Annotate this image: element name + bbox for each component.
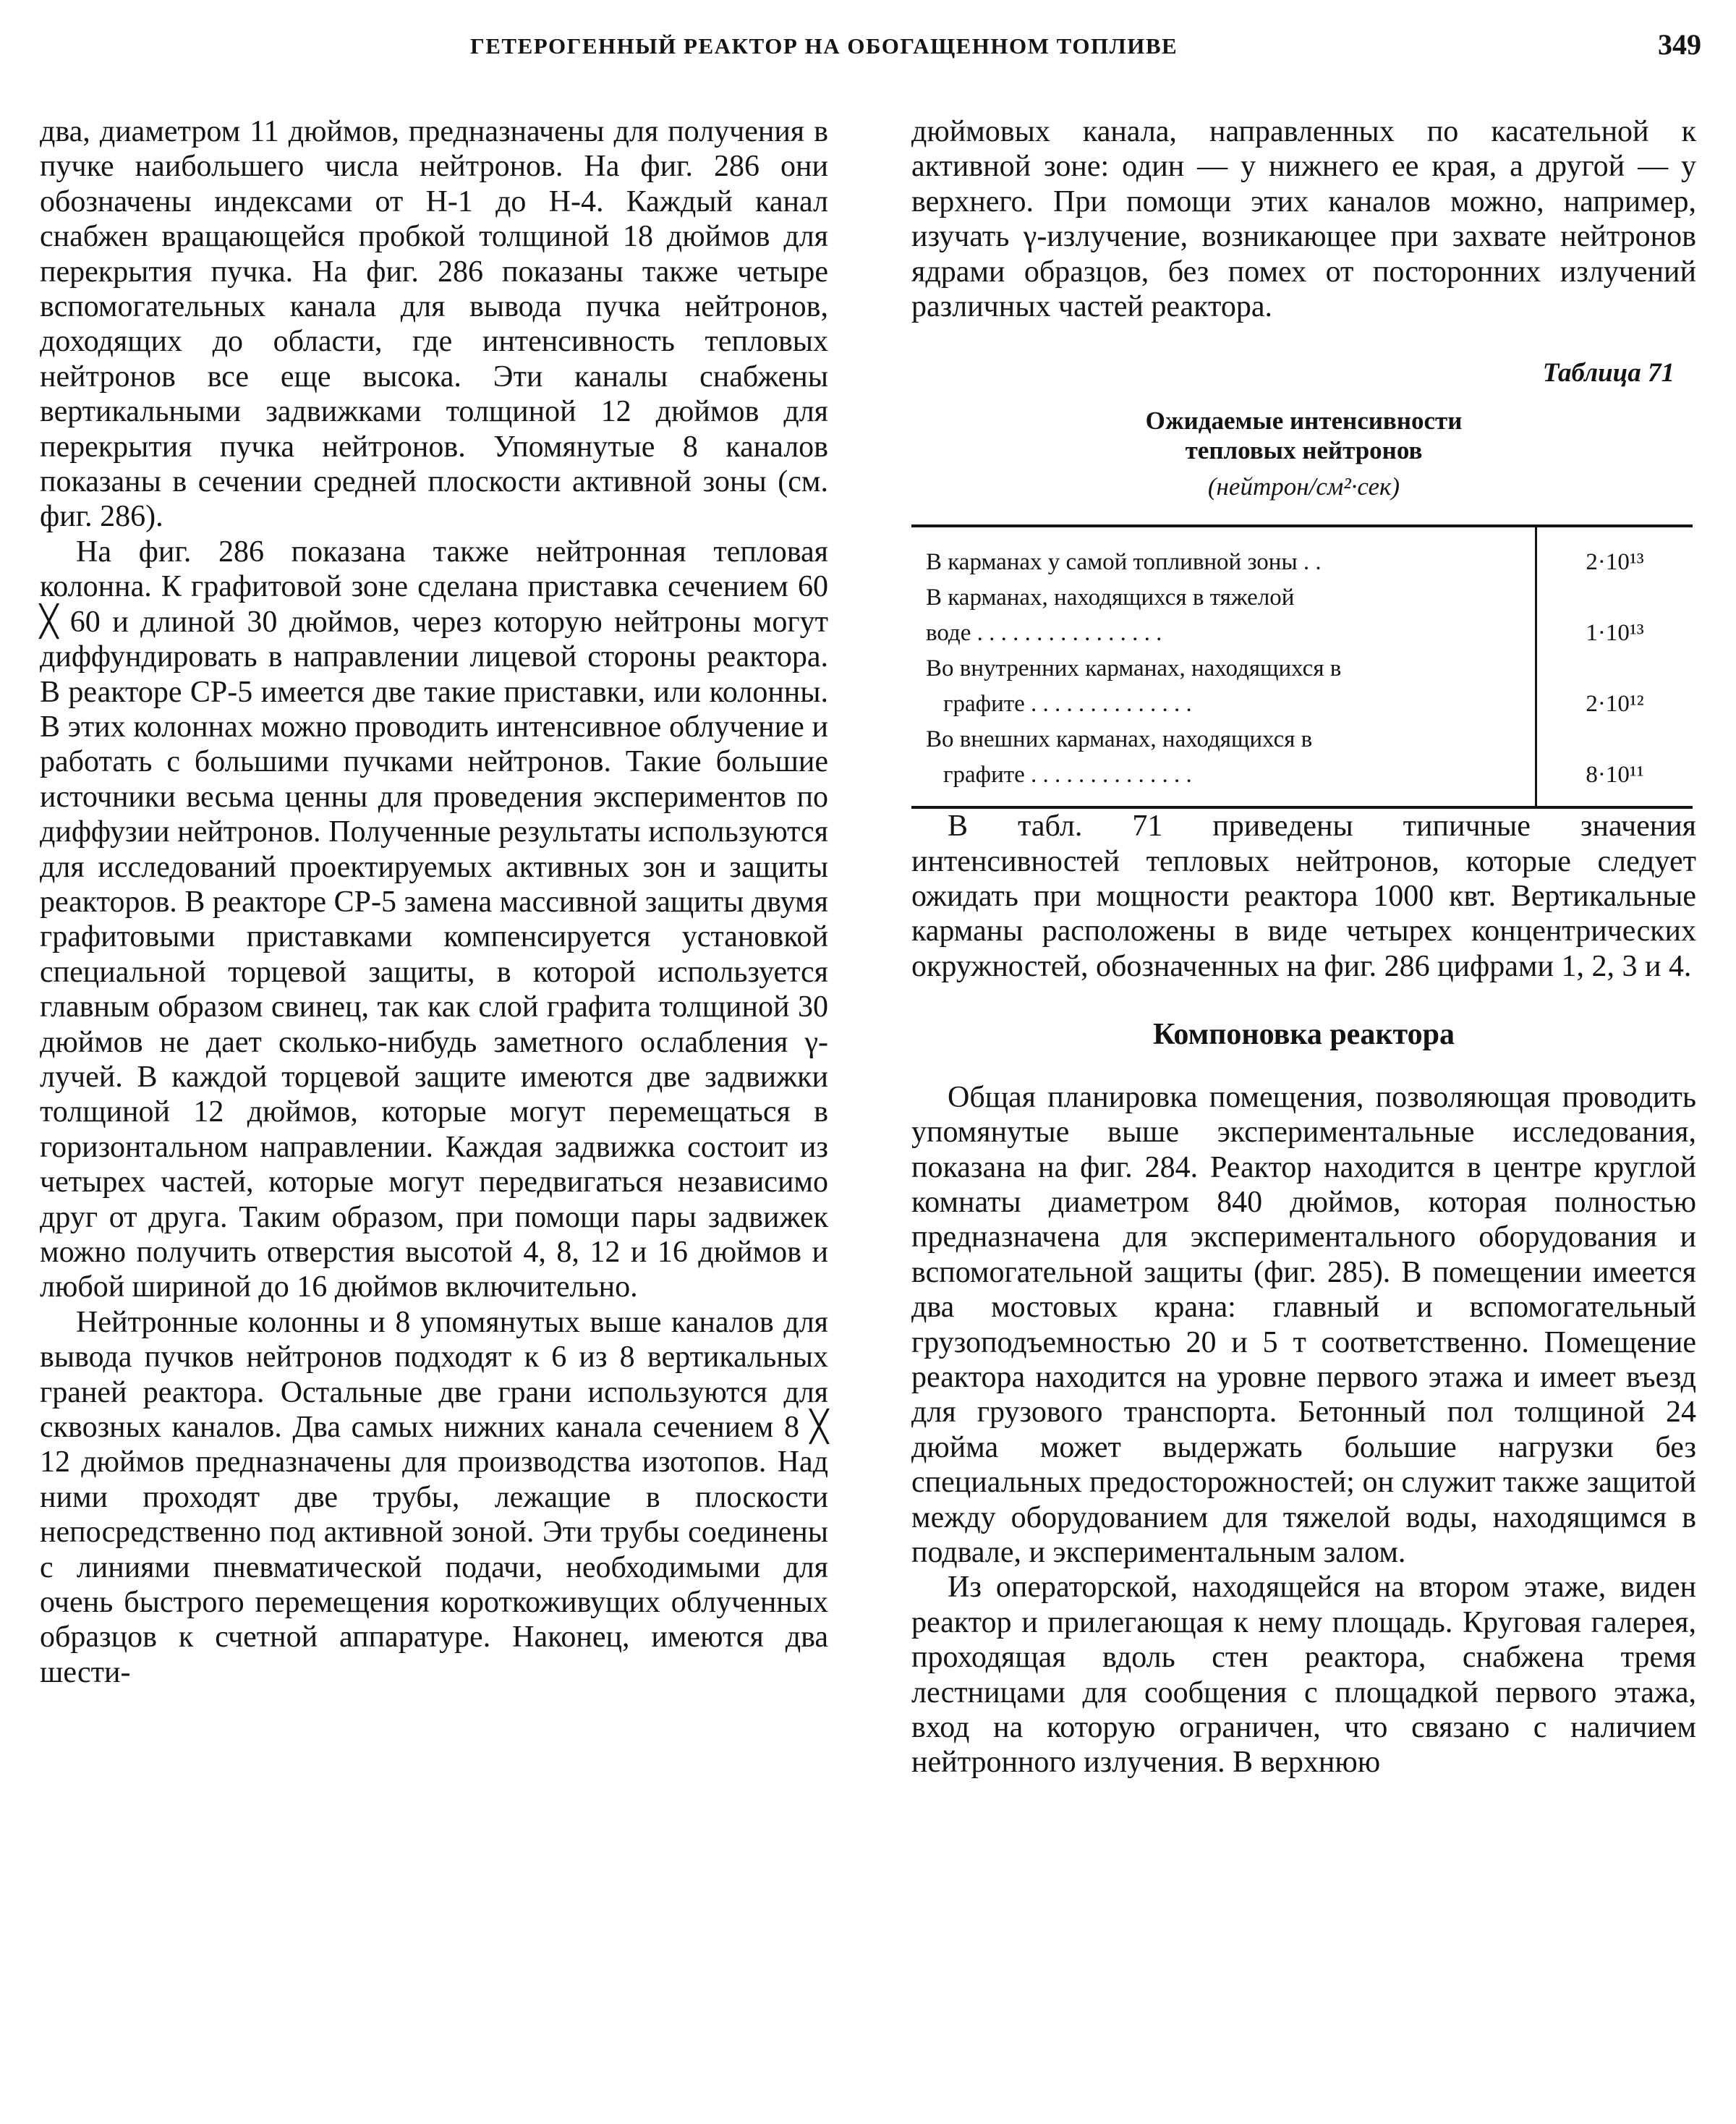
page-number: 349 xyxy=(1658,28,1701,61)
right-paragraph-1: дюймовых канала, направленных по касательной к активной зоне: один — у нижнего ее края, а другой — у верхнего. При помощи этих каналов можно, например, изучать γ-излучение, возникающее при захвате нейтронов ядрами образцов, без помех от посторонних излучений различных частей реактора. xyxy=(911,115,1696,324)
table-row-value: 2·10¹² xyxy=(1536,651,1693,722)
table-row xyxy=(911,580,1693,651)
table-row xyxy=(911,722,1693,807)
header-title: ГЕТЕРОГЕННЫЙ РЕАКТОР НА ОБОГАЩЕННОМ ТОПЛИВЕ xyxy=(470,33,1178,59)
table-row-label-line: Во внутренних карманах, находящихся в xyxy=(926,655,1342,682)
table-row-label-continuation: воде . . . . . . . . . . . . . . . . xyxy=(926,620,1162,647)
running-header xyxy=(0,27,1736,71)
right-paragraph-4: Из операторской, находящейся на втором этаже, виден реактор и прилегающая к нему площадь. Круговая галерея, проходящая вдоль стен реактора, снабжена тремя лестницами для сообщения с площадкой первого этажа, вход на которую ограничен, что связано с наличием нейтронного излучения. В верхнюю xyxy=(911,1571,1696,1780)
table-row-value: 2·10¹³ xyxy=(1536,526,1693,580)
table-row-label xyxy=(911,526,1536,580)
table-row-label-line: В карманах, находящихся в тяжелой xyxy=(926,585,1295,611)
left-paragraph-3: Нейтронные колонны и 8 упомянутых выше каналов для вывода пучков нейтронов подходят к 6 из 8 вертикальных граней реактора. Остальные две грани используются для сквозных каналов. Два самых нижних канала сечением 8 ╳ 12 дюймов предназначены для производства изотопов. Над ними проходят две трубы, лежащие в плоскости непосредственно под активной зоной. Эти трубы соединены с линиями пневматической подачи, необходимыми для очень быстрого перемещения короткоживущих облученных образцов к счетной аппаратуре. Наконец, имеются два шести- xyxy=(40,1305,828,1689)
right-column xyxy=(911,114,1696,1780)
table-row-label-line: Во внешних карманах, находящихся в xyxy=(926,726,1313,753)
right-paragraph-3: Общая планировка помещения, позволяющая проводить упомянутые выше экспериментальные исследования, показана на фиг. 284. Реактор находится в центре круглой комнаты диаметром 840 дюймов, которая полностью предназначена для экспериментального оборудования и вспомогательной защиты (фиг. 285). В помещении имеется два мостовых крана: главный и вспомогательный грузоподъемностью 20 и 5 т соответственно. Помещение реактора находится на уровне первого этажа и имеет въезд для грузового транспорта. Бетонный пол толщиной 24 дюйма может выдержать большие нагрузки без специальных предосторожностей; он служит также защитой между оборудованием для тяжелой воды, находящимся в подвале, и экспериментальным залом. xyxy=(911,1080,1696,1569)
table-units: (нейтрон/см²·сек) xyxy=(1207,472,1400,501)
table-row xyxy=(911,651,1693,722)
table-row-label xyxy=(911,580,1536,651)
table-row-label-line: В карманах у самой топливной зоны . . xyxy=(926,549,1322,576)
table-row xyxy=(911,526,1693,580)
table-row-label xyxy=(911,722,1536,807)
right-paragraph-2: В табл. 71 приведены типичные значения интенсивностей тепловых нейтронов, которые следует ожидать при мощности реактора 1000 квт. Вертикальные карманы расположены в виде четырех концентрических окружностей, обозначенных на фиг. 286 цифрами 1, 2, 3 и 4. xyxy=(911,810,1696,983)
table-title-line-2: тепловых нейтронов xyxy=(1185,436,1423,464)
table-row-label-continuation: графите . . . . . . . . . . . . . . xyxy=(943,691,1192,718)
intensity-table xyxy=(911,524,1693,809)
table-row-value: 8·10¹¹ xyxy=(1536,722,1693,807)
left-column xyxy=(40,114,828,1690)
table-caption: Таблица 71 xyxy=(1542,358,1675,388)
table-row-value: 1·10¹³ xyxy=(1536,580,1693,651)
table-title xyxy=(911,406,1696,465)
table-row-label xyxy=(911,651,1536,722)
table-title-line-1: Ожидаемые интенсивности xyxy=(1145,406,1463,435)
section-heading: Компоновка реактора xyxy=(1153,1018,1455,1052)
left-paragraph-1: два, диаметром 11 дюймов, предназначены для получения в пучке наибольшего числа нейтронов. На фиг. 286 они обозначены индексами от Н-1 до Н-4. Каждый канал снабжен вращающейся пробкой толщиной 18 дюймов для перекрытия пучка. На фиг. 286 показаны также четыре вспомогательных канала для вывода пучка нейтронов, доходящих до области, где интенсивность тепловых нейтронов все еще высока. Эти каналы снабжены вертикальными задвижками толщиной 12 дюймов для перекрытия пучка нейтронов. Упомянутые 8 каналов показаны в сечении средней плоскости активной зоны (см. фиг. 286). xyxy=(40,115,828,534)
table-row-label-continuation: графите . . . . . . . . . . . . . . xyxy=(943,762,1192,789)
left-paragraph-2: На фиг. 286 показана также нейтронная тепловая колонна. К графитовой зоне сделана приставка сечением 60 ╳ 60 и длиной 30 дюймов, через которую нейтроны могут диффундировать в направлении лицевой стороны реактора. В реакторе СР-5 имеется две такие приставки, или колонны. В этих колоннах можно проводить интенсивное облучение и работать с большими пучками нейтронов. Такие большие источники весьма ценны для проведения экспериментов по диффузии нейтронов. Полученные результаты используются для исследований проектируемых активных зон и защиты реакторов. В реакторе СР-5 замена массивной защиты двумя графитовыми приставками компенсируется установкой специальной торцевой защиты, в которой используется главным образом свинец, так как слой графита толщиной 30 дюймов не дает сколько-нибудь заметного ослабления γ-лучей. В каждой торцевой защите имеются две задвижки толщиной 12 дюймов, которые могут перемещаться в горизонтальном направлении. Каждая задвижка состоит из четырех частей, которые могут передвигаться независимо друг от друга. Таким образом, при помощи пары задвижек можно получить отверстия высотой 4, 8, 12 и 16 дюймов и любой шириной до 16 дюймов включительно. xyxy=(40,535,828,1304)
